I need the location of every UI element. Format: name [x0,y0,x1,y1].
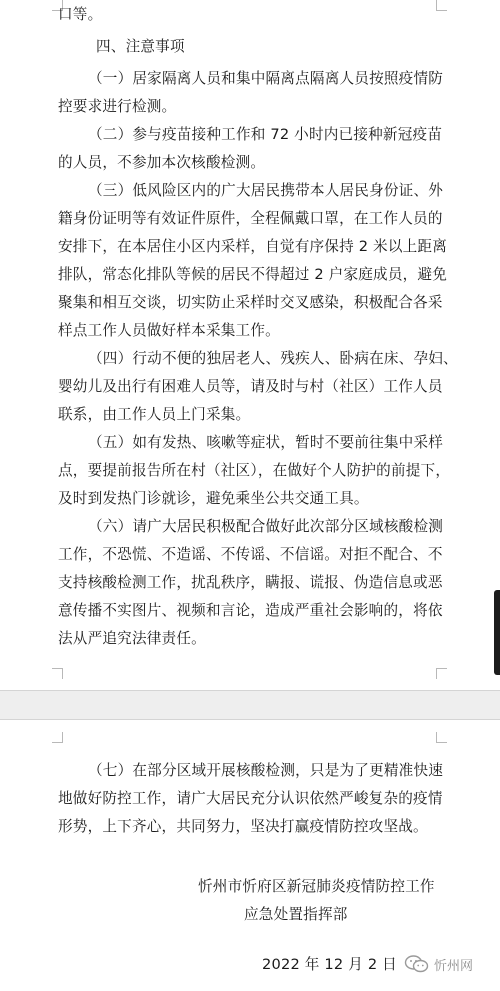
page-margin-mark [52,668,63,679]
text-line: 点，要提前报告所在村（社区），在做好个人防护的前提下， [58,462,451,479]
text-line: （四）行动不便的独居老人、残疾人、卧病在床、孕妇、 [88,350,458,367]
scrollbar-thumb[interactable] [494,590,500,675]
page-margin-mark [436,668,447,679]
text-line: 意传播不实图片、视频和言论，造成严重社会影响的，将依 [58,602,443,619]
text-line: 支持核酸检测工作，扰乱秩序，瞒报、谎报、伪造信息或恶 [58,574,443,591]
text-line: （七）在部分区域开展核酸检测，只是为了更精准快速 [88,762,444,779]
section-heading: 四、注意事项 [96,38,185,55]
text-line: 联系，由工作人员上门采集。 [58,406,251,423]
text-line: （三）低风险区内的广大居民携带本人居民身份证、外 [88,182,444,199]
watermark-text: 忻州网 [434,958,474,974]
text-line: （一）居家隔离人员和集中隔离点隔离人员按照疫情防 [88,70,444,87]
text-line: 地做好防控工作，请广大居民充分认识依然严峻复杂的疫情 [58,790,443,807]
page-margin-mark [436,732,447,743]
text-line: 及时到发热门诊就诊，避免乘坐公共交通工具。 [58,490,369,507]
text-line: 聚集和相互交谈，切实防止采样时交叉感染，积极配合各采 [58,294,443,311]
text-line: 安排下，在本居住小区内采样，自觉有序保持 2 米以上距离 [58,238,448,255]
text-line: 婴幼儿及出行有困难人员等，请及时与村（社区）工作人员 [58,378,443,395]
page-margin-mark [436,0,447,11]
text-line: 样点工作人员做好样本采集工作。 [58,322,280,339]
text-line: 籍身份证明等有效证件原件，全程佩戴口罩，在工作人员的 [58,210,443,227]
signature-organization: 应急处置指挥部 [244,906,348,923]
text-line: （六）请广大居民积极配合做好此次部分区域核酸检测 [88,518,444,535]
text-line: 的人员，不参加本次核酸检测。 [58,154,266,171]
signature-organization: 忻州市忻府区新冠肺炎疫情防控工作 [198,878,435,895]
text-line: 法从严追究法律责任。 [58,630,206,647]
text-line: 控要求进行检测。 [58,98,177,115]
text-line: 形势，上下齐心，共同努力，坚决打赢疫情防控攻坚战。 [58,818,428,835]
source-watermark [404,954,473,974]
signature-date: 2022 年 12 月 2 日 [262,956,397,973]
text-line: 工作，不恐慌、不造谣、不传谣、不信谣。对拒不配合、不 [58,546,443,563]
text-line: 口等。 [58,6,103,23]
page-margin-mark [52,732,63,743]
page-separator [0,690,500,720]
text-line: 排队，常态化排队等候的居民不得超过 2 户家庭成员，避免 [58,266,448,283]
text-line: （二）参与疫苗接种工作和 72 小时内已接种新冠疫苗 [88,126,443,143]
wechat-icon [404,954,430,974]
text-line: （五）如有发热、咳嗽等症状，暂时不要前往集中采样 [88,434,444,451]
document-page-2 [0,720,500,991]
